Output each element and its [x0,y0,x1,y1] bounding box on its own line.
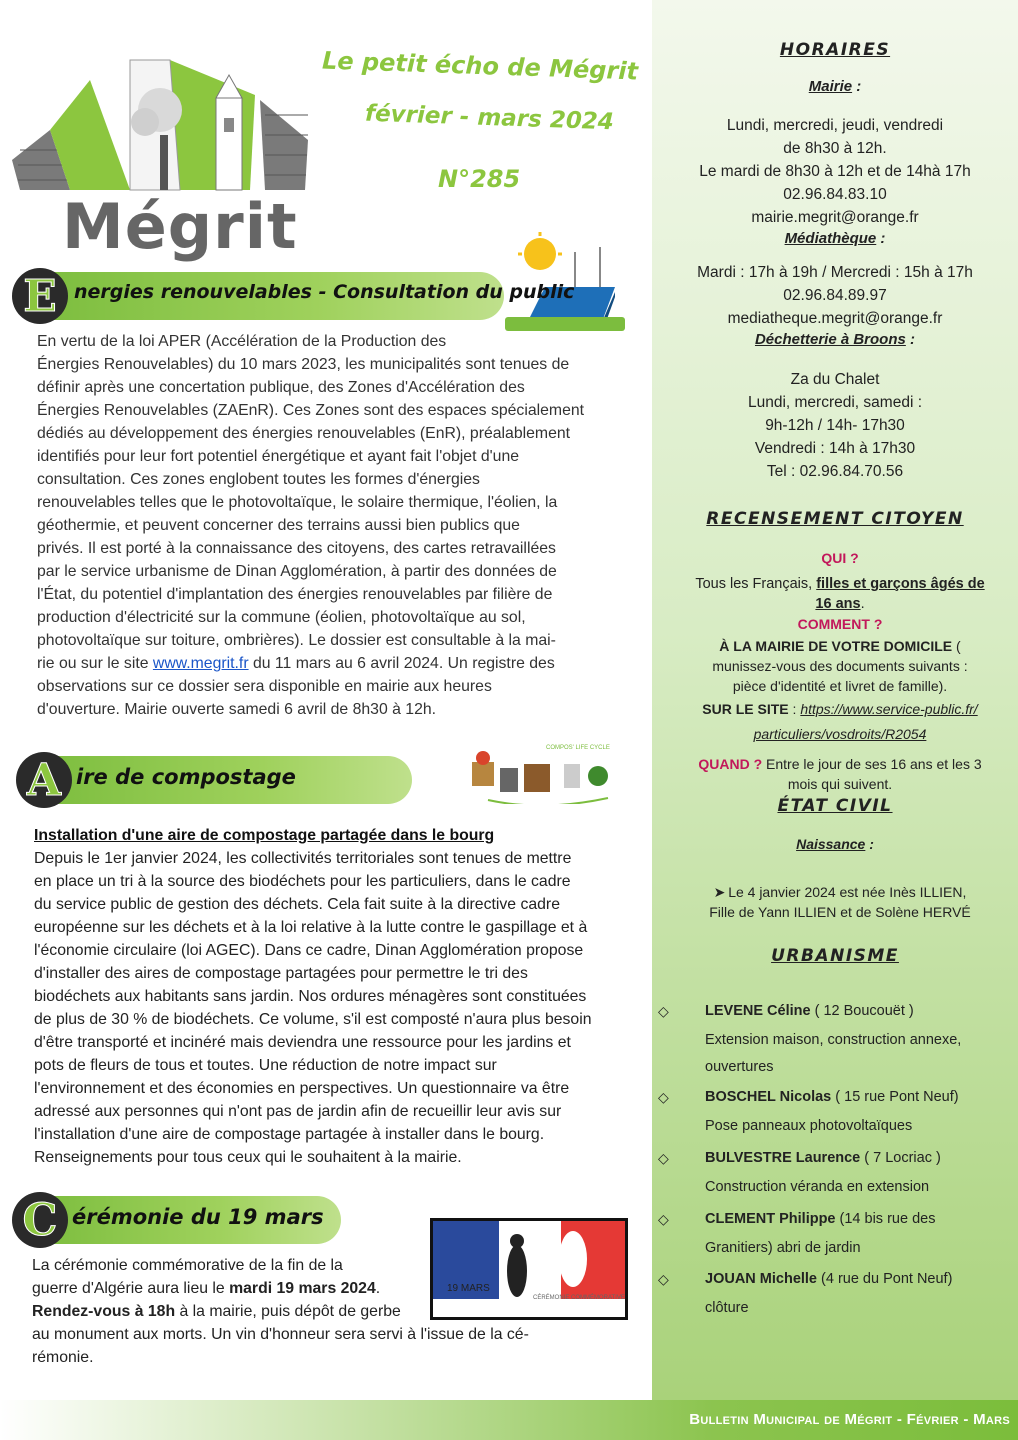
recensement-comment-text: À LA MAIRIE DE VOTRE DOMICILE ( munissez-vous des documents suivants : pièce d'identité et livret de famille). [712,638,968,694]
compost-image-label: COMPOS' LIFE CYCLE [546,745,610,751]
horaires-title: HORAIRES [779,40,891,60]
diamond-icon: ◇ [658,1271,669,1287]
section-banner-ceremony [12,1192,342,1248]
urbanisme-title: URBANISME [771,946,899,966]
decheterie-hours: Za du Chalet Lundi, mercredi, samedi : 9h-12h / 14h- 17h30 Vendredi : 14h à 17h30 Tel : 02.96.84.70.56 [747,371,923,480]
logo-word: Mégrit [62,190,298,263]
mediatheque-heading: Médiathèque : [784,230,886,247]
mairie-email[interactable]: mairie.megrit@orange.fr [751,209,919,226]
recensement-site: SUR LE SITE : https://www.service-public.fr/ particuliers/vosdroits/R2054 [702,701,978,742]
poster-flag [433,1221,625,1317]
naissance-heading: Naissance : [796,836,874,852]
decheterie-heading: Déchetterie à Broons : [754,331,916,348]
recensement-comment: COMMENT ? [797,616,883,632]
section-title-compost: ire de compostage [76,765,296,789]
diamond-icon: ◇ [658,1089,669,1105]
recensement-title: RECENSEMENT CITOYEN [706,509,964,529]
poster-date: 19 MARS [447,1283,490,1294]
section-title-energies: nergies renouvelables - Consultation du public [74,281,575,303]
megrit-logo [10,40,310,263]
baby-icon: ➤ [713,884,729,900]
mairie-heading: Mairie : [808,78,862,95]
compost-heading: Installation d'une aire de compostage partagée dans le bourg [34,827,495,844]
megrit-website-link[interactable]: www.megrit.fr [152,655,249,672]
poster-caption: CÉRÉMONIE COMMÉMORATIVE [533,1295,625,1301]
ceremony-paragraph-end: au monument aux morts. Un vin d'honneur sera servi à l'issue de la cé- rémonie. [32,1326,529,1366]
compost-paragraph: Depuis le 1er janvier 2024, les collectivités territoriales sont tenues de mettre en place un tri à la source des biodéchets pour les particuliers, dans le cadre du service public de gestion des déchets. Cela fait suite à la directive cadre européenne sur les déchets et à la loi relative à la lutte contre le gaspillage et à l'économie circulaire (loi AGEC). Dans ce cadre, Dinan Agglomération propose d'installer des aires de compostage partagées pour permettre le tri des biodéchets aux habitants sans jardin. Nos ordures ménagères sont constituées de plus de 30 % de biodéchets. Ce volume, s'il est composté n'aura plus besoin d'être transporté et incinéré mais deviendra une ressource pour les jardins et pots de fleurs de tous et toutes. Une réduction de notre impact sur l'environnement et des économies en perspectives. Un questionnaire va être adressé aux personnes qui n'ont pas de jardin afin de recueillir leur avis sur l'installation d'une aire de compostage partagée à installer dans le bourg. Renseignements pour tous ceux qui le souhaitent à la mairie. [34,850,592,1166]
mediatheque-email[interactable]: mediatheque.megrit@orange.fr [727,310,943,327]
service-public-link[interactable]: https://www.service-public.fr/ [800,701,978,717]
mediatheque-hours: Mardi : 17h à 19h / Mercredi : 15h à 17h 02.96.84.89.97 mediatheque.megrit@orange.fr [652,261,1018,330]
banner-dropcap: A [16,752,72,808]
service-public-link-cont[interactable]: particuliers/vosdroits/R2054 [753,726,927,742]
newsletter-date: février - mars 2024 [364,100,615,136]
ceremony-poster [430,1218,628,1320]
diamond-icon: ◇ [658,1003,669,1019]
ceremony-paragraph: La cérémonie commémorative de la fin de la guerre d'Algérie aura lieu le mardi 19 mars 2024. Rendez-vous à 18h à la mairie, puis dépôt de gerbe [32,1257,401,1320]
footer-text: Bulletin Municipal de Mégrit - Février - Mars [689,1411,1010,1428]
diamond-icon: ◇ [658,1211,669,1227]
recensement-qui-text: Tous les Français, filles et garçons âgés de 16 ans. [695,576,985,612]
diamond-icon: ◇ [658,1150,669,1166]
mairie-hours: Lundi, mercredi, jeudi, vendredi de 8h30 à 12h. Le mardi de 8h30 à 12h et de 14hà 17h 02.96.84.83.10 mairie.megrit@orange.fr [652,114,1018,229]
banner-dropcap: E [12,268,68,324]
etat-civil-title: ÉTAT CIVIL [777,796,893,816]
section-banner-compost [16,752,416,808]
energies-paragraph: En vertu de la loi APER (Accélération de la Production des Énergies Renouvelables) du 10 mars 2023, les municipalités sont tenues de définir après une concertation publique, des Zones d'Accélération des Énergies Renouvelables (ZAEnR). Ces Zones sont des espaces spécialement dédiés au développement des énergies renouvelables (EnR), préalablement identifiés pour leur fort potentiel énergétique et ayant fait l'objet d'une consultation. Ces zones englobent toutes les formes d'énergies renouvelables telles que le photovoltaïque, le solaire thermique, l'éolien, la géothermie, et peuvent concerner des terrains aussi bien publics que privés. Il est porté à la connaissance des citoyens, des cartes retravaillées par le service urbanisme de Dinan Agglomération, à partir des données de l'État, du potentiel d'implantation des énergies renouvelables par filière de production d'électricité sur la commune (éolien, photovoltaïque au sol, photovoltaïque sur toiture, ombrières). Le dossier est consultable à la mai- rie ou sur le site www.megrit.fr du 11 mars au 6 avril 2024. Un registre des observations sur ce dossier sera disponible en mairie aux heures d'ouverture. Mairie ouverte samedi 6 avril de 8h30 à 12h. [37,333,585,718]
newsletter-title: Le petit écho de Mégrit [321,46,639,86]
naissance-text: ➤ Le 4 janvier 2024 est née Inès ILLIEN, Fille de Yann ILLIEN et de Solène HERVÉ [709,884,971,920]
recensement-quand: QUAND ? Entre le jour de ses 16 ans et les 3 mois qui suivent. [698,756,982,792]
section-banner-energies [12,268,575,324]
banner-dropcap: C [12,1192,68,1248]
newsletter-issue: N°285 [438,165,521,193]
section-title-ceremony: érémonie du 19 mars [72,1205,324,1229]
compost-cycle-illustration [468,740,620,804]
recensement-qui: QUI ? [821,550,859,566]
